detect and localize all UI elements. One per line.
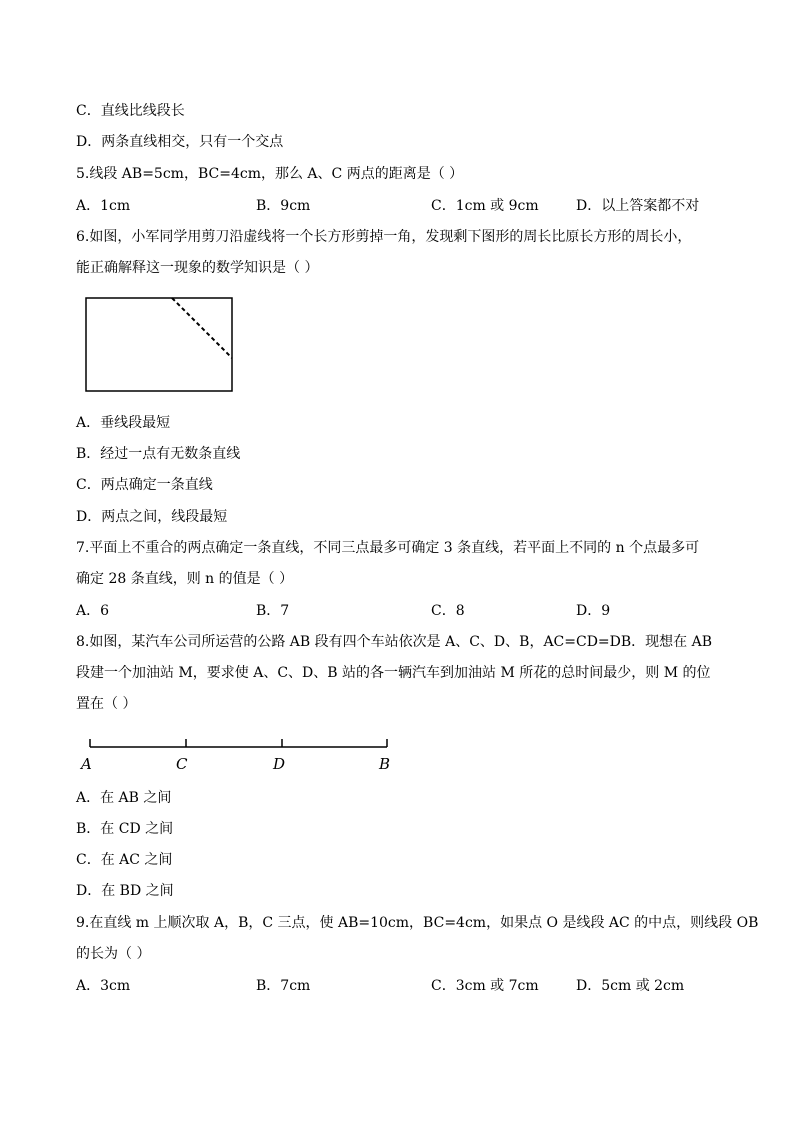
q7-stem-line1: 7.平面上不重合的两点确定一条直线，不同三点最多可确定 3 条直线，若平面上不同的 n 个点最多可 [76, 540, 700, 556]
q8-stem-line3: 置在（ ） [76, 696, 137, 712]
q4-option-d: D．两条直线相交，只有一个交点 [76, 134, 284, 150]
q9-stem-line2: 的长为（ ） [76, 946, 151, 962]
q6-stem-line1: 6.如图，小军同学用剪刀沿虚线将一个长方形剪掉一角，发现剩下图形的周长比原长方形的周长小， [76, 229, 692, 245]
q8-stem-line1: 8.如图，某汽车公司所运营的公路 AB 段有四个车站依次是 A、C、D、B，AC=CD=DB．现想在 AB [76, 634, 713, 650]
road-segment-figure [78, 734, 398, 776]
q5-option-b: B．9cm [256, 198, 311, 214]
rectangle-outline [86, 298, 232, 391]
q8-option-b: B．在 CD 之间 [76, 821, 174, 837]
q6-option-d: D．两点之间，线段最短 [76, 509, 228, 525]
q6-stem-line2: 能正确解释这一现象的数学知识是（ ） [76, 260, 319, 276]
q8-option-a: A．在 AB 之间 [76, 790, 172, 806]
q7-option-a: A．6 [76, 603, 110, 619]
q6-option-c: C．两点确定一条直线 [76, 477, 213, 493]
q9-option-a: A．3cm [76, 978, 131, 994]
q5-option-c: C．1cm 或 9cm [431, 198, 539, 214]
q8-option-d: D．在 BD 之间 [76, 883, 174, 899]
q7-option-c: C．8 [431, 603, 465, 619]
rectangle-cut-figure [84, 296, 236, 394]
q5-option-a: A．1cm [76, 198, 131, 214]
q5-stem: 5.线段 AB=5cm，BC=4cm，那么 A、C 两点的距离是（ ） [76, 166, 464, 182]
q9-stem-line1: 9.在直线 m 上顺次取 A，B，C 三点，使 AB=10cm，BC=4cm，如果点 O 是线段 AC 的中点，则线段 OB [76, 915, 759, 931]
q4-option-c: C．直线比线段长 [76, 103, 185, 119]
label-d: D [273, 755, 286, 773]
q8-stem-line2: 段建一个加油站 M，要求使 A、C、D、B 站的各一辆汽车到加油站 M 所花的总时间最少，则 M 的位 [76, 665, 711, 681]
q9-option-c: C．3cm 或 7cm [431, 978, 539, 994]
q9-option-b: B．7cm [256, 978, 311, 994]
q9-option-d: D．5cm 或 2cm [576, 978, 685, 994]
label-b: B [379, 755, 391, 773]
q8-option-c: C．在 AC 之间 [76, 852, 173, 868]
q7-stem-line2: 确定 28 条直线，则 n 的值是（ ） [76, 571, 294, 587]
q7-option-b: B．7 [256, 603, 290, 619]
q5-option-d: D．以上答案都不对 [576, 198, 700, 214]
q7-option-d: D．9 [576, 603, 611, 619]
q6-option-a: A．垂线段最短 [76, 415, 171, 431]
label-c: C [176, 755, 188, 773]
dashed-cut-line [172, 298, 232, 358]
q6-option-b: B．经过一点有无数条直线 [76, 446, 241, 462]
label-a: A [81, 755, 92, 773]
